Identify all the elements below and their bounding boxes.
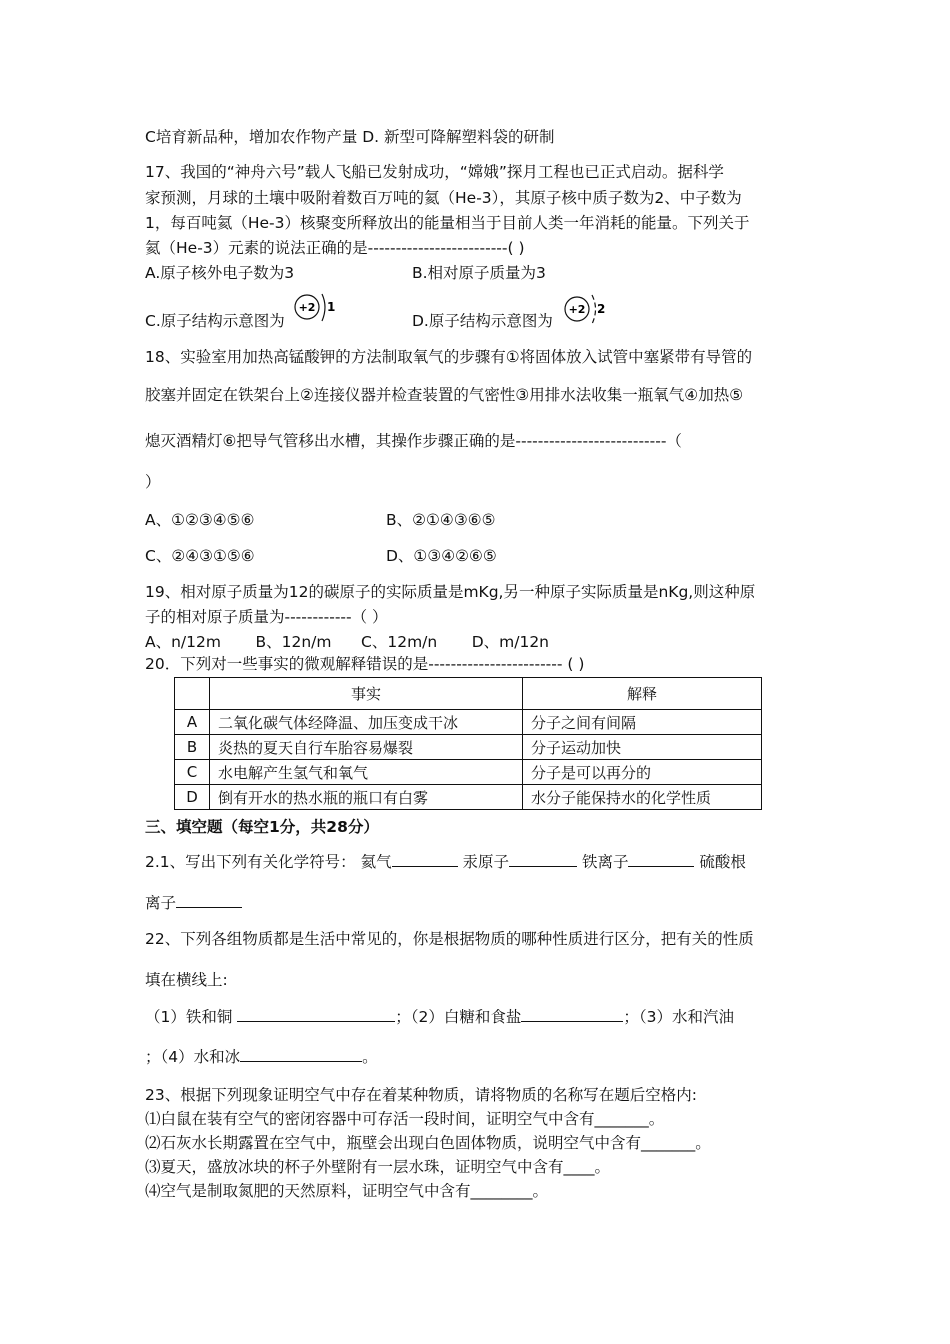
atom-d-shell: 2	[597, 302, 606, 316]
q19-line-2: 子的相对原子质量为------------（ ）	[145, 608, 388, 626]
table-header-fact: 事实	[210, 678, 523, 710]
q22-item-2: ；（2）白糖和食盐	[395, 1008, 522, 1026]
q21-text-sulfate: 硫酸根	[694, 853, 746, 871]
q16-options: C培育新品种，增加农作物产量 D. 新型可降解塑料袋的研制	[145, 128, 555, 146]
q17-option-a: A.原子核外电子数为3	[145, 264, 295, 282]
table-row	[175, 760, 762, 785]
table-cell-fact: 水电解产生氢气和氧气	[210, 760, 523, 785]
table-header-cell	[175, 678, 210, 710]
table-cell-fact: 倒有开水的热水瓶的瓶口有白雾	[210, 785, 523, 810]
table-cell-option: B	[175, 735, 210, 760]
blank-mercury-atom[interactable]	[509, 852, 577, 867]
atom-diagram-d	[562, 290, 608, 330]
blank-iron-ion[interactable]	[628, 852, 694, 867]
q20-stem: 20．下列对一些事实的微观解释错误的是------------------------ ( )	[145, 655, 585, 673]
q18-line-3: 熄灭酒精灯⑥把导气管移出水槽，其操作步骤正确的是---------------------------（	[145, 432, 682, 450]
q23-stem: 23、根据下列现象证明空气中存在着某种物质，请将物质的名称写在题后空格内:	[145, 1086, 697, 1104]
q19-options: A、n/12m B、12n/m C、12m/n D、m/12n	[145, 633, 550, 651]
blank-sulfate-ion[interactable]	[176, 893, 242, 908]
q22-item-4: ；（4）水和冰	[145, 1048, 241, 1066]
q23-item-1	[145, 1109, 664, 1129]
table-cell-explanation: 水分子能保持水的化学性质	[523, 785, 762, 810]
blank-sugar-salt[interactable]	[521, 1007, 623, 1022]
q22-line-3	[145, 1007, 734, 1027]
q18-option-c: C、②④③①⑤⑥	[145, 547, 255, 565]
q18-line-1: 18、实验室用加热高锰酸钾的方法制取氧气的步骤有①将固体放入试管中塞紧带有导管的	[145, 348, 753, 366]
q17-line-1: 17、我国的“神舟六号”载人飞船已发射成功，“嫦娥”探月工程也已正式启动。据科学	[145, 163, 724, 181]
q22-line-2: 填在横线上:	[145, 971, 228, 989]
q23-item-3-text: ⑶夏天，盛放冰块的杯子外壁附有一层水珠，证明空气中含有	[145, 1158, 564, 1176]
q23-item-2	[145, 1133, 711, 1153]
blank-helium[interactable]	[392, 852, 458, 867]
table-header-explanation: 解释	[523, 678, 762, 710]
q18-line-2: 胶塞并固定在铁架台上②连接仪器并检查装置的气密性③用排水法收集一瓶氧气④加热⑤	[145, 386, 744, 404]
table-row	[175, 710, 762, 735]
table-cell-option: A	[175, 710, 210, 735]
blank-iron-copper[interactable]	[237, 1007, 395, 1022]
q23-item-2-text: ⑵石灰水长期露置在空气中，瓶壁会出现白色固体物质，说明空气中含有	[145, 1134, 642, 1152]
q21-line-2	[145, 893, 242, 913]
table-row	[175, 785, 762, 810]
q23-item-4	[145, 1181, 548, 1201]
table-cell-fact: 炎热的夏天自行车胎容易爆裂	[210, 735, 523, 760]
q23-item-3	[145, 1157, 610, 1177]
q18-option-b: B、②①④③⑥⑤	[386, 511, 496, 529]
q17-line-3: 1，每百吨氦（He-3）核聚变所释放出的能量相当于目前人类一年消耗的能量。下列关于	[145, 214, 750, 232]
table-header-row	[175, 678, 762, 710]
atom-c-shell: 1	[327, 300, 336, 314]
q17-line-4: 氦（He-3）元素的说法正确的是-------------------------( )	[145, 239, 525, 257]
atom-c-nucleus: +2	[298, 301, 316, 314]
q17-option-b: B.相对原子质量为3	[412, 264, 546, 282]
q18-option-a: A、①②③④⑤⑥	[145, 511, 255, 529]
q18-option-d: D、①③④②⑥⑤	[386, 547, 497, 565]
q22-line-4	[145, 1047, 378, 1067]
table-row	[175, 735, 762, 760]
table-cell-explanation: 分子运动加快	[523, 735, 762, 760]
q19-line-1: 19、相对原子质量为12的碳原子的实际质量是mKg,另一种原子实际质量是nKg,则这种原	[145, 583, 756, 601]
atom-diagram-c	[292, 288, 334, 328]
q21-text-mercury: 汞原子	[457, 853, 510, 871]
q21-text-iron-ion: 铁离子	[577, 853, 629, 871]
q20-table	[174, 677, 762, 810]
q17-line-2: 家预测，月球的土壤中吸附着数百万吨的氦（He-3），其原子核中质子数为2、中子数为	[145, 189, 742, 207]
q22-item-1: （1）铁和铜	[145, 1008, 238, 1026]
atom-d-nucleus: +2	[568, 303, 586, 316]
table-cell-option: C	[175, 760, 210, 785]
q23-item-4-blank[interactable]: ________。	[470, 1182, 549, 1200]
table-cell-fact: 二氧化碳气体经降温、加压变成干冰	[210, 710, 523, 735]
q18-line-4: ）	[145, 473, 161, 491]
q21-text-ion: 离子	[145, 894, 177, 912]
q23-item-3-blank[interactable]: ____。	[563, 1158, 611, 1176]
q23-item-4-text: ⑷空气是制取氮肥的天然原料，证明空气中含有	[145, 1182, 471, 1200]
table-cell-option: D	[175, 785, 210, 810]
q21-line-1	[145, 852, 746, 872]
q22-line-1: 22、下列各组物质都是生活中常见的，你是根据物质的哪种性质进行区分，把有关的性质	[145, 930, 754, 948]
q22-item-4-end: 。	[362, 1048, 378, 1066]
section-title: 三、填空题（每空1分，共28分）	[145, 818, 379, 836]
blank-water-ice[interactable]	[240, 1047, 362, 1062]
q21-text-helium: 2.1、写出下列有关化学符号： 氦气	[145, 853, 392, 871]
q23-item-1-blank[interactable]: _______。	[594, 1110, 665, 1128]
q17-option-d: D.原子结构示意图为	[412, 312, 553, 330]
q22-item-3: ；（3）水和汽油	[623, 1008, 735, 1026]
q23-item-1-text: ⑴白鼠在装有空气的密闭容器中可存活一段时间，证明空气中含有	[145, 1110, 595, 1128]
q23-item-2-blank[interactable]: _______。	[641, 1134, 711, 1152]
table-cell-explanation: 分子之间有间隔	[523, 710, 762, 735]
table-cell-explanation: 分子是可以再分的	[523, 760, 762, 785]
q17-option-c: C.原子结构示意图为	[145, 312, 285, 330]
